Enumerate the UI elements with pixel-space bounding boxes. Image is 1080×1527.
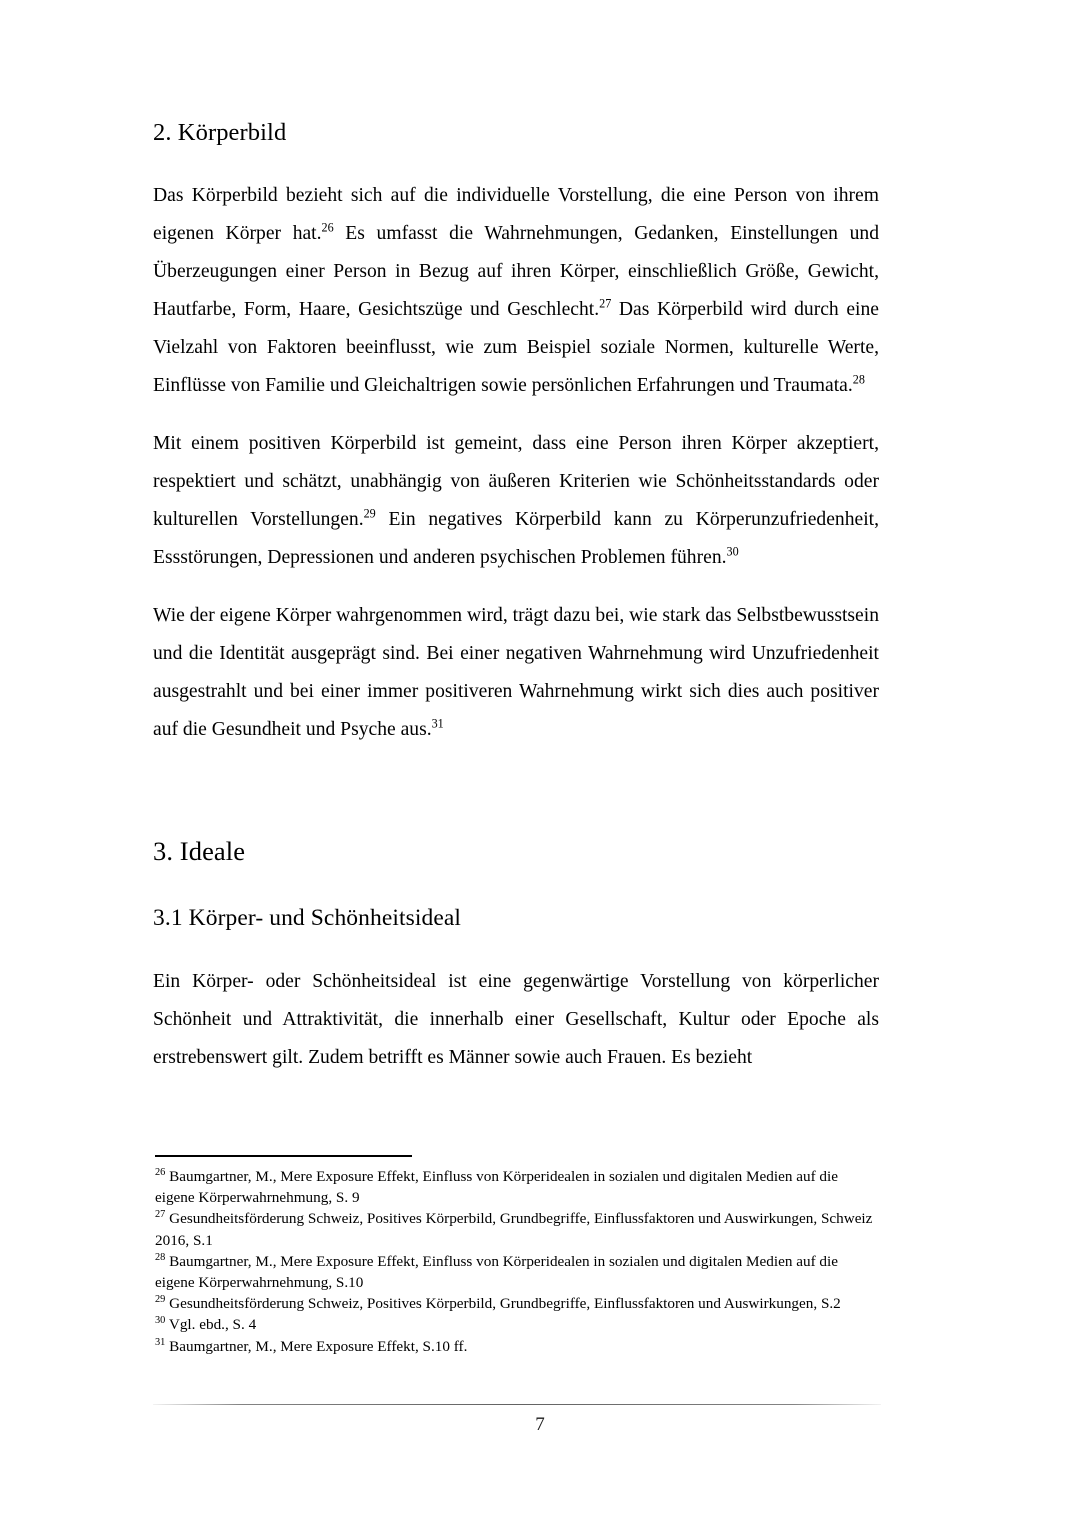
footnote-marker: 30 xyxy=(155,1315,166,1327)
paragraph-text: Ein Körper- oder Schönheitsideal ist eine gegenwärtige Vorstellung von körperlicher Schönheit und Attraktivität, die innerhalb einer Gesellschaft, Kultur oder Epoche als erstrebenswert gilt. Zudem betrifft es Männer sowie auch Frauen. Es bezieht xyxy=(153,971,879,1069)
paragraph-text: Das Körperbild wird durch eine Vielzahl von Faktoren beeinflusst, wie zum Beispiel soziale Normen, kulturelle Werte, Einflüsse von Familie und Gleichaltrigen sowie persönlichen Erfahrungen und Traumata. xyxy=(153,298,879,396)
footnote-area xyxy=(155,1155,881,1357)
footnote-text: Baumgartner, M., Mere Exposure Effekt, Einfluss von Körperidealen in sozialen und digitalen Medien auf die eigene Körperwahrnehmung, S.10 xyxy=(155,1252,838,1292)
footnote-ref-30[interactable]: 30 xyxy=(726,544,739,559)
footnote-text: Gesundheitsförderung Schweiz, Positives Körperbild, Grundbegriffe, Einflussfaktoren und Auswirkungen, S.2 xyxy=(169,1295,841,1313)
footnote-ref-31[interactable]: 31 xyxy=(431,716,444,731)
footnote-marker: 31 xyxy=(155,1336,166,1348)
footnote-marker: 26 xyxy=(155,1166,166,1178)
footnote-text: Baumgartner, M., Mere Exposure Effekt, Einfluss von Körperidealen in sozialen und digitalen Medien auf die eigene Körperwahrnehmung, S. 9 xyxy=(155,1168,838,1207)
paragraph-text: Mit einem positiven Körperbild ist gemeint, dass eine Person ihren Körper akzeptiert, respektiert und schätzt, unabhängig von äußeren Kriterien wie Schönheitsstandards oder kulturellen Vorstellungen. xyxy=(153,432,879,530)
heading-koerper-und-schoenheitsideal: 3.1 Körper- und Schönheitsideal xyxy=(153,904,462,931)
footnote-item xyxy=(155,1314,881,1335)
section-spacer xyxy=(153,769,879,835)
footnote-marker: 29 xyxy=(155,1294,166,1306)
paragraph-schoenheitsideal xyxy=(153,963,879,1077)
footnote-separator-rule xyxy=(155,1155,412,1157)
paragraph-text: Es umfasst die Wahrnehmungen, Gedanken, Einstellungen und Überzeugungen einer Person in Bezug auf ihren Körper, einschließlich Größe, Gewicht, Hautfarbe, Form, Haare, Gesichtszüge und Geschlecht. xyxy=(153,222,879,320)
heading-ideale: 3. Ideale xyxy=(153,835,246,866)
paragraph-text: Ein negatives Körperbild kann zu Körperunzufriedenheit, Essstörungen, Depressionen und anderen psychischen Problemen führen. xyxy=(153,508,880,568)
paragraph-text: Das Körperbild bezieht sich auf die individuelle Vorstellung, die eine Person von ihrem eigenen Körper hat. xyxy=(153,184,879,244)
footnote-item xyxy=(155,1293,881,1314)
footnote-item xyxy=(155,1251,881,1293)
page-content xyxy=(153,118,879,1077)
footnote-ref-28[interactable]: 28 xyxy=(852,372,865,387)
footnote-text: Gesundheitsförderung Schweiz, Positives Körperbild, Grundbegriffe, Einflussfaktoren und Auswirkungen, Schweiz 2016, S.1 xyxy=(155,1210,873,1249)
footnote-marker: 27 xyxy=(155,1209,166,1221)
paragraph-koerperbild-definition xyxy=(153,177,879,405)
footnote-item xyxy=(155,1166,881,1208)
footnote-item xyxy=(155,1336,881,1357)
footnote-ref-29[interactable]: 29 xyxy=(363,506,376,521)
paragraph-positives-koerperbild xyxy=(153,425,879,577)
footnote-item xyxy=(155,1208,881,1250)
footnote-list xyxy=(155,1166,881,1357)
heading-koerperbild: 2. Körperbild xyxy=(153,119,287,146)
footnote-ref-27[interactable]: 27 xyxy=(599,296,612,311)
paragraph-selbstbewusstsein xyxy=(153,597,879,749)
footer-separator-rule xyxy=(153,1404,881,1405)
page-number: 7 xyxy=(535,1414,545,1435)
footnote-ref-26[interactable]: 26 xyxy=(321,220,334,235)
footnote-text: Vgl. ebd., S. 4 xyxy=(168,1316,257,1334)
footnote-marker: 28 xyxy=(155,1251,166,1263)
footnote-text: Baumgartner, M., Mere Exposure Effekt, S.10 ff. xyxy=(169,1337,468,1355)
paragraph-text: Wie der eigene Körper wahrgenommen wird, trägt dazu bei, wie stark das Selbstbewusstsein und die Identität ausgeprägt sind. Bei einer negativen Wahrnehmung wird Unzufriedenheit ausgestrahlt und bei einer immer positiveren Wahrnehmung wirkt sich dies auch positiver auf die Gesundheit und Psyche aus. xyxy=(153,604,879,740)
